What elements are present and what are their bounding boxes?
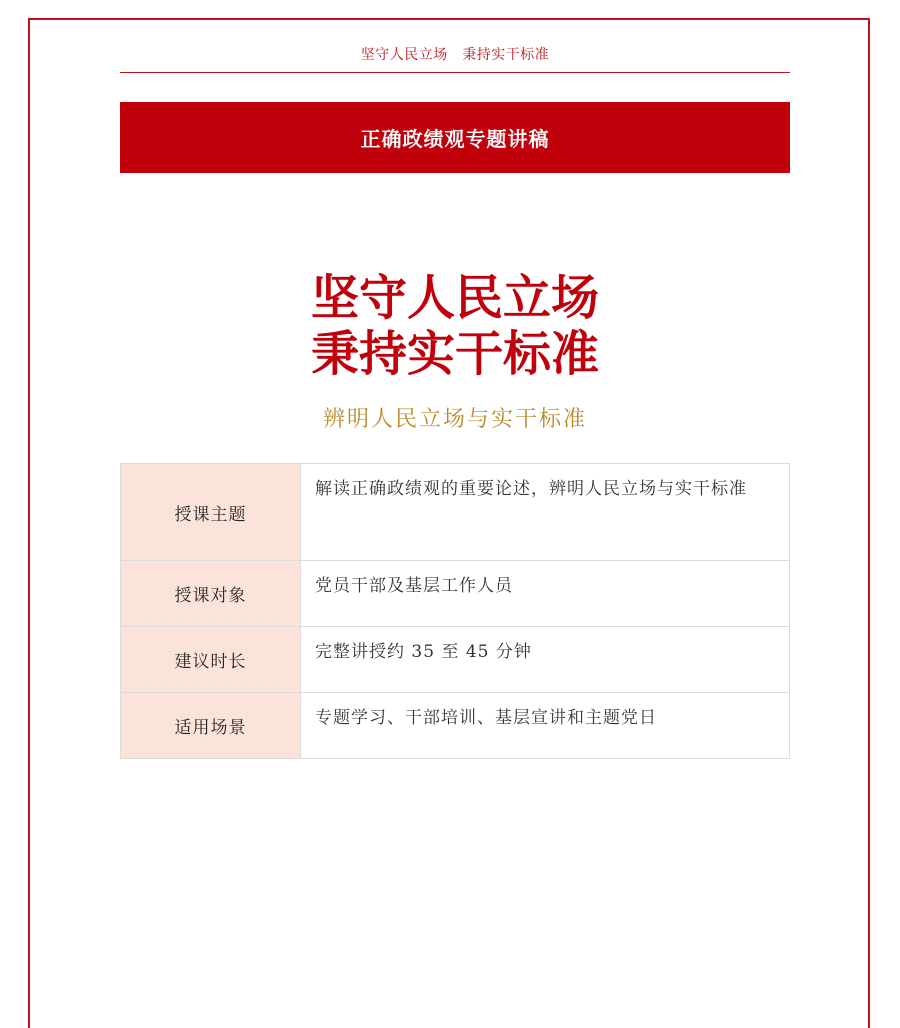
main-title-line1: 坚守人民立场 — [310, 270, 599, 326]
header-rule — [120, 72, 790, 73]
table-row — [121, 693, 790, 759]
main-title — [120, 270, 790, 382]
banner-text: 正确政绩观专题讲稿 — [360, 127, 550, 151]
main-title-line2: 秉持实干标准 — [310, 326, 599, 382]
table-row — [121, 464, 790, 561]
course-info-table — [120, 463, 790, 759]
row-label-duration: 建议时长 — [121, 627, 301, 693]
title-banner — [120, 102, 790, 173]
running-header: 坚守人民立场 秉持实干标准 — [360, 47, 550, 63]
row-label-topic: 授课主题 — [121, 464, 301, 561]
subtitle: 辨明人民立场与实干标准 — [322, 407, 587, 432]
row-label-scenario: 适用场景 — [121, 693, 301, 759]
table-row — [121, 627, 790, 693]
row-value-scenario: 专题学习、干部培训、基层宣讲和主题党日 — [301, 693, 790, 759]
table-row — [121, 561, 790, 627]
row-value-audience: 党员干部及基层工作人员 — [301, 561, 790, 627]
row-label-audience: 授课对象 — [121, 561, 301, 627]
row-value-duration: 完整讲授约 35 至 45 分钟 — [301, 627, 790, 693]
row-value-topic: 解读正确政绩观的重要论述，辨明人民立场与实干标准 — [301, 464, 790, 561]
